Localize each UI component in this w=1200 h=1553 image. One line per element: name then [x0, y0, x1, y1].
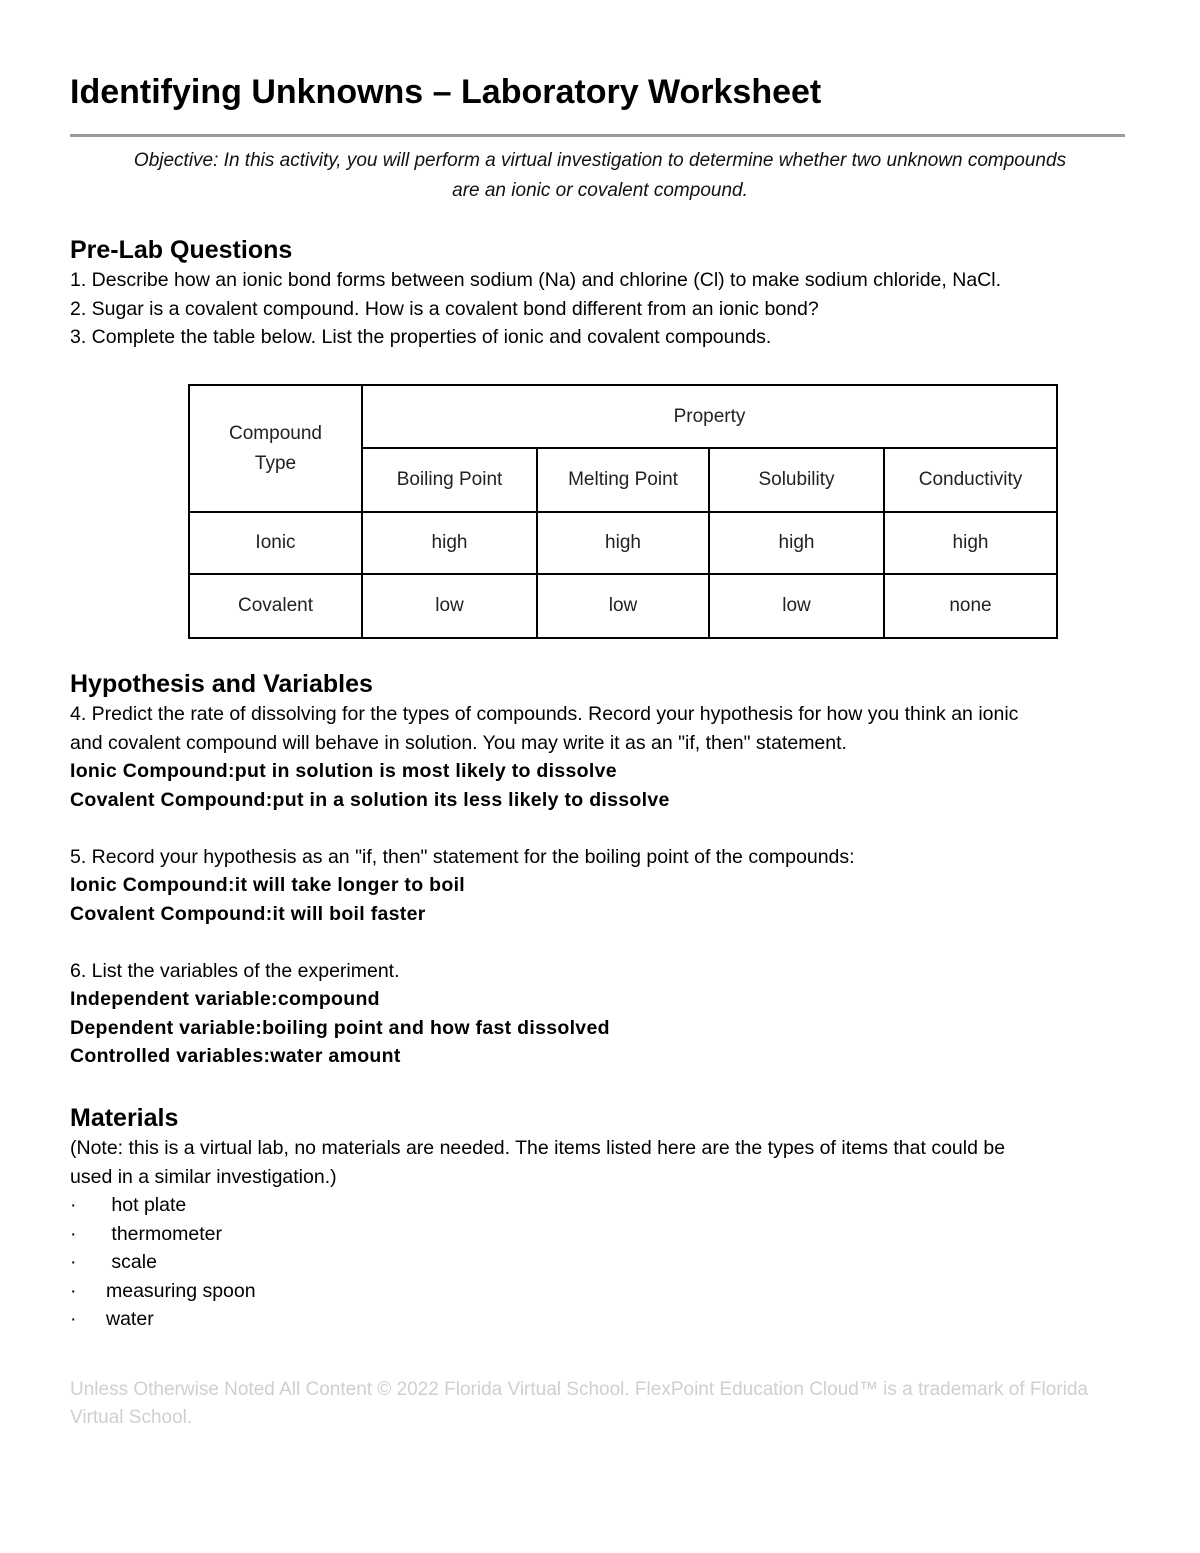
item-text: thermometer — [106, 1222, 222, 1245]
properties-table — [188, 384, 1058, 639]
header-text: Compound — [229, 422, 322, 444]
list-item — [70, 1191, 1140, 1220]
table-row — [189, 512, 1057, 574]
cell: none — [884, 574, 1057, 638]
cell: high — [709, 512, 884, 574]
question-5: 5. Record your hypothesis as an "if, then" statement for the boiling point of the compounds: — [70, 845, 855, 868]
prelab-section — [70, 234, 1140, 352]
list-item — [70, 1248, 1140, 1277]
objective-line: Objective: In this activity, you will perform a virtual investigation to determine whether two unknown compounds — [133, 150, 1067, 171]
prelab-question: 1. Describe how an ionic bond forms between sodium (Na) and chlorine (Cl) to make sodium chloride, NaCl. — [70, 269, 1002, 291]
column-header: Melting Point — [537, 448, 709, 512]
answer: Ionic Compound:it will take longer to boil — [70, 874, 466, 896]
list-item — [70, 1305, 1140, 1334]
page-title: Identifying Unknowns – Laboratory Worksheet — [70, 73, 822, 111]
prelab-heading: Pre-Lab Questions — [70, 236, 293, 264]
question-4: 4. Predict the rate of dissolving for the types of compounds. Record your hypothesis for how you think an ionic — [70, 703, 1019, 725]
objective-line: are an ionic or covalent compound. — [452, 180, 748, 201]
bullet-icon: · — [70, 1308, 77, 1330]
bullet-icon: · — [70, 1251, 77, 1273]
answer: Covalent Compound:it will boil faster — [70, 902, 426, 925]
answer: Dependent variable:boiling point and how fast dissolved — [70, 1016, 610, 1039]
materials-note: (Note: this is a virtual lab, no materials are needed. The items listed here are the types of items that could be — [70, 1137, 1006, 1159]
materials-heading: Materials — [70, 1104, 179, 1132]
answer: Controlled variables:water amount — [70, 1045, 401, 1067]
cell: high — [884, 512, 1057, 574]
hypothesis-heading: Hypothesis and Variables — [70, 670, 373, 698]
cell: high — [537, 512, 709, 574]
list-item — [70, 1220, 1140, 1249]
cell: high — [362, 512, 537, 574]
footer-line: Virtual School. — [70, 1407, 193, 1428]
materials-note: used in a similar investigation.) — [70, 1165, 337, 1188]
footer — [70, 1376, 1140, 1432]
item-text: water — [106, 1308, 154, 1330]
cell: low — [537, 574, 709, 638]
item-text: measuring spoon — [106, 1279, 256, 1302]
objective — [60, 146, 1140, 206]
hypothesis-section — [70, 668, 1140, 1071]
column-header: Boiling Point — [362, 448, 537, 512]
bullet-icon: · — [70, 1222, 77, 1245]
answer: Ionic Compound:put in solution is most likely to dissolve — [70, 760, 617, 782]
bullet-icon: · — [70, 1279, 77, 1302]
row-type: Covalent — [189, 574, 362, 638]
divider — [70, 134, 1125, 137]
question-4: and covalent compound will behave in solution. You may write it as an "if, then" statement. — [70, 731, 847, 754]
column-header: Conductivity — [884, 448, 1057, 512]
prelab-question: 3. Complete the table below. List the properties of ionic and covalent compounds. — [70, 326, 772, 348]
item-text: hot plate — [106, 1194, 187, 1216]
table-row — [189, 574, 1057, 638]
question-6: 6. List the variables of the experiment. — [70, 959, 400, 982]
row-type: Ionic — [189, 512, 362, 574]
item-text: scale — [106, 1251, 157, 1273]
compound-type-header — [189, 385, 362, 512]
property-header: Property — [362, 385, 1057, 448]
list-item — [70, 1277, 1140, 1306]
answer: Covalent Compound:put in a solution its less likely to dissolve — [70, 788, 670, 811]
bullet-icon: · — [70, 1194, 77, 1216]
prelab-question: 2. Sugar is a covalent compound. How is a covalent bond different from an ionic bond? — [70, 297, 819, 320]
footer-line: Unless Otherwise Noted All Content © 2022 Florida Virtual School. FlexPoint Education Cloud™ is a trademark of Florida — [70, 1379, 1088, 1400]
cell: low — [362, 574, 537, 638]
column-header: Solubility — [709, 448, 884, 512]
cell: low — [709, 574, 884, 638]
header-text: Type — [254, 452, 297, 474]
answer: Independent variable:compound — [70, 988, 380, 1010]
materials-section — [70, 1102, 1140, 1334]
